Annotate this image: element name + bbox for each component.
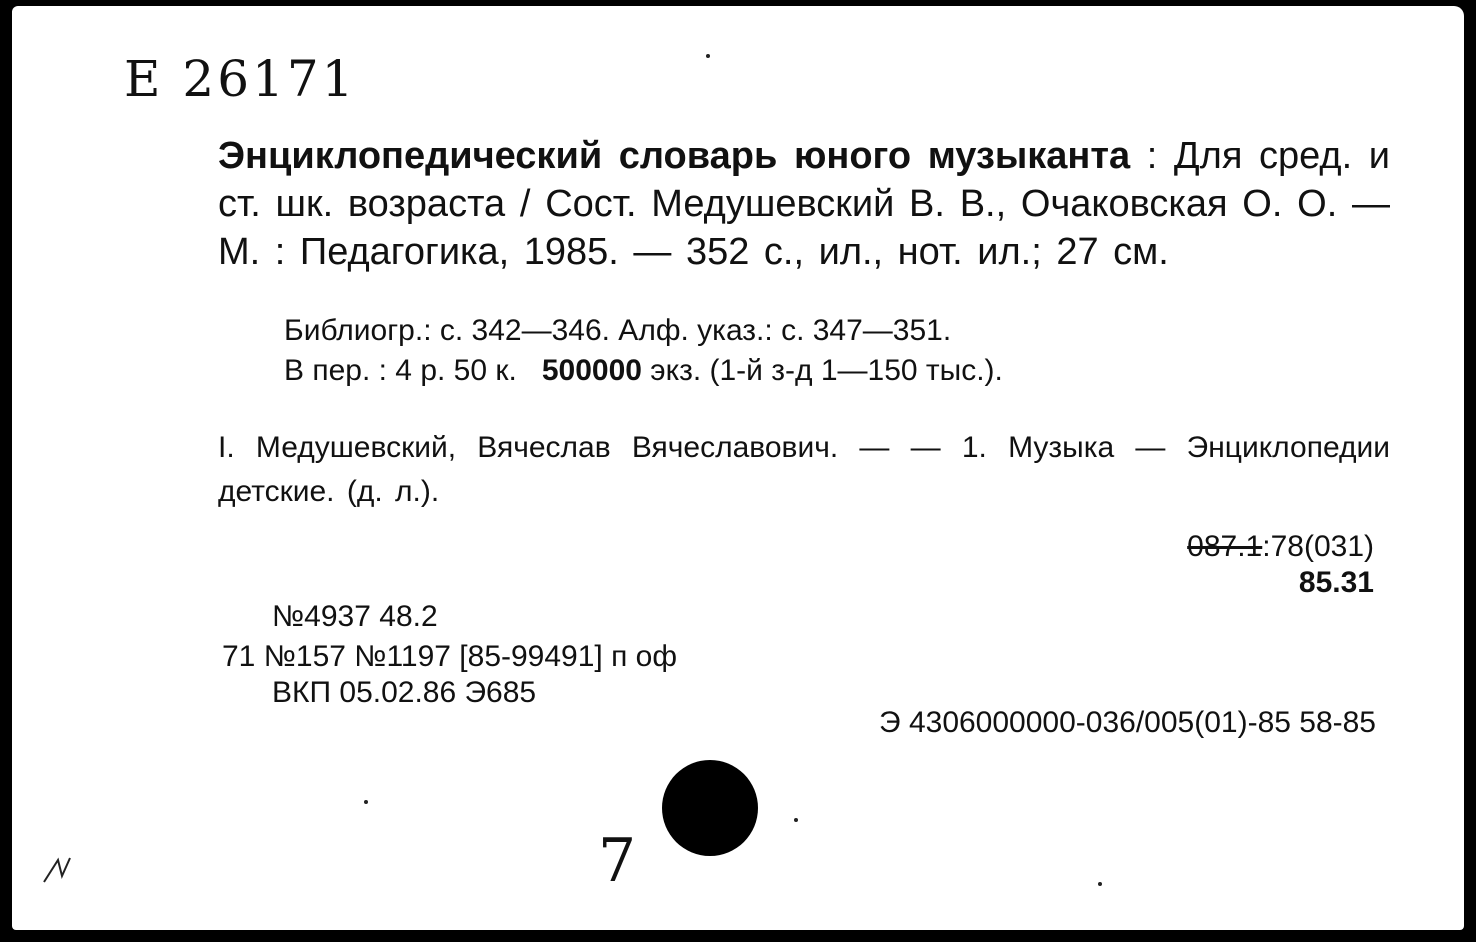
udc-struck: 087.1 xyxy=(1187,530,1263,563)
acquisition-line-2: 71 №157 №1197 [85-99491] п оф xyxy=(222,640,678,673)
pencil-scribble xyxy=(40,852,80,888)
udc-classification xyxy=(1187,530,1374,564)
catalog-card xyxy=(12,6,1464,930)
speck xyxy=(794,818,798,822)
copies-detail: экз. (1-й з-д 1—150 тыс.). xyxy=(641,354,1003,387)
speck xyxy=(706,54,710,58)
speck xyxy=(1098,882,1102,886)
speck xyxy=(364,800,368,804)
note-price-copies xyxy=(284,354,1003,388)
punch-hole xyxy=(662,760,758,856)
handwritten-mark: 7 xyxy=(598,826,637,896)
bbk-classification: 85.31 xyxy=(1298,566,1374,599)
udc-code: :78(031) xyxy=(1262,530,1374,563)
call-number: Е 26171 xyxy=(124,50,357,108)
tracing: I. Медушевский, Вячеслав Вячеславович. — — 1. Музыка — Энциклопедии детские. (д. л.). xyxy=(218,431,1390,508)
acquisition-line-3: ВКП 05.02.86 Э685 xyxy=(272,676,537,709)
price: В пер. : 4 р. 50 к. xyxy=(284,354,517,387)
acquisition-line-1: №4937 48.2 xyxy=(272,600,438,633)
entry-title: Энциклопедический словарь юного музыканта xyxy=(218,135,1131,177)
isbn-line: Э 4306000000-036/005(01)-85 58-85 xyxy=(879,706,1376,739)
note-bibliography: Библиогр.: с. 342—346. Алф. указ.: с. 347—351. xyxy=(284,314,952,347)
copies-count: 500000 xyxy=(541,354,642,387)
bibliographic-entry xyxy=(218,132,1390,276)
entry-description: : Для сред. и ст. шк. возраста / Сост. Медушевский В. В., Очаковская О. О. — М. : Педагогика, 1985. — 352 с., ил., нот. ил.; 27 см. xyxy=(218,135,1391,273)
